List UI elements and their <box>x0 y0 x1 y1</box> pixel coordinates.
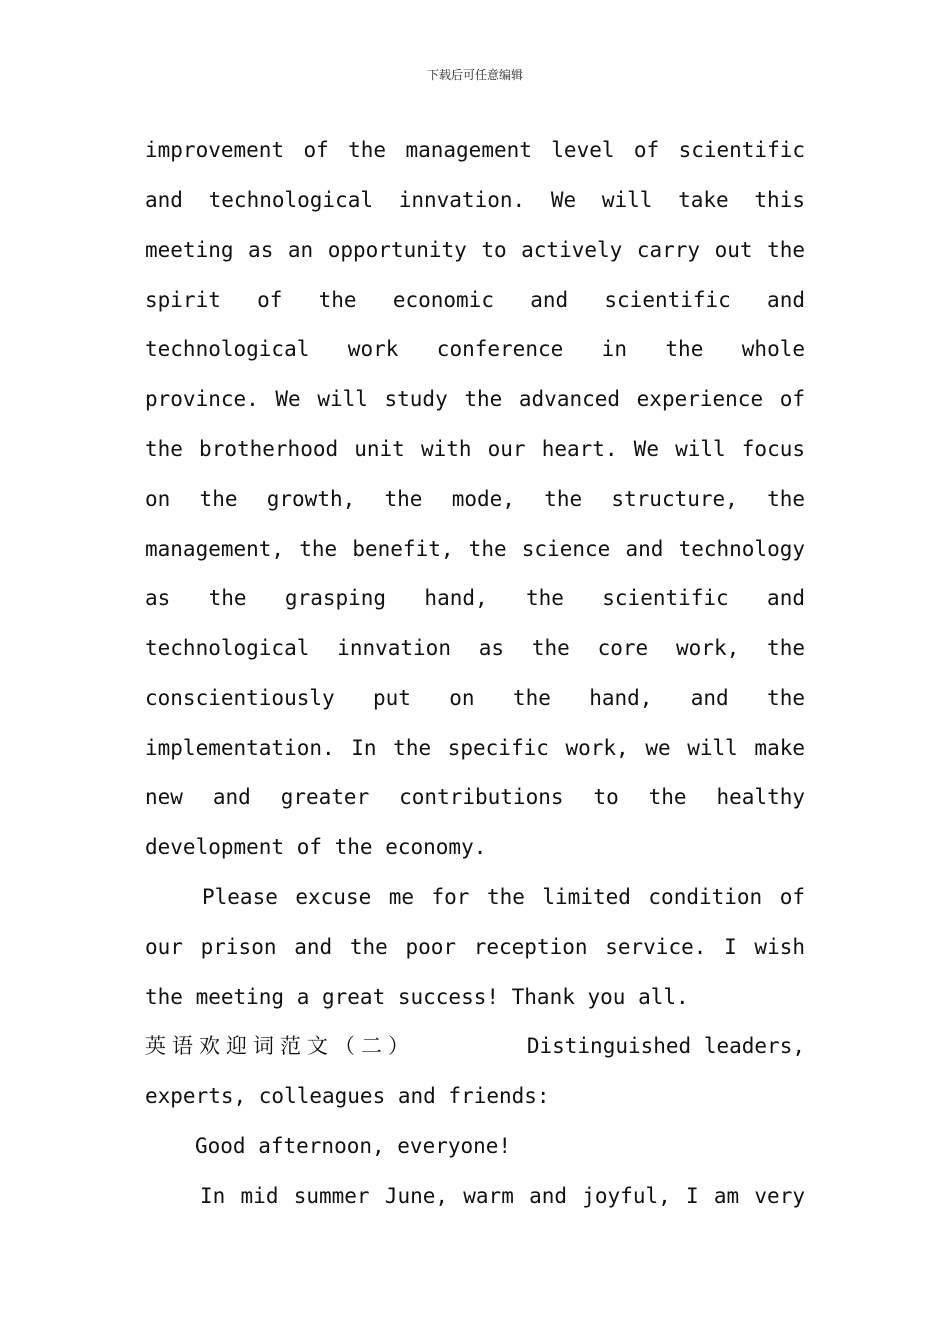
body-text-line: Good afternoon, everyone! <box>195 1134 512 1158</box>
body-text-line: spirit of the economic and scientific and <box>145 288 805 312</box>
body-text-line: on the growth, the mode, the structure, the <box>145 487 805 511</box>
body-text-line: Please excuse me for the limited condition of <box>202 885 805 909</box>
body-text-line: implementation. In the specific work, we will make <box>145 736 805 760</box>
body-text-line: Distinguished leaders, <box>526 1034 805 1058</box>
body-text-line: as the grasping hand, the scientific and <box>145 586 805 610</box>
body-text-line: conscientiously put on the hand, and the <box>145 686 805 710</box>
body-text-line: new and greater contributions to the healthy <box>145 785 805 809</box>
body-text-line: province. We will study the advanced experience of <box>145 387 805 411</box>
body-text-line: development of the economy. <box>145 835 487 859</box>
section-heading: 英语欢迎词范文（二） <box>145 1034 415 1058</box>
body-text-line: management, the benefit, the science and technology <box>145 537 805 561</box>
body-text-line: meeting as an opportunity to actively carry out the <box>145 238 805 262</box>
body-text-line: In mid summer June, warm and joyful, I am very <box>200 1184 805 1208</box>
body-text-line: our prison and the poor reception service. I wish <box>145 935 805 959</box>
page-header: 下载后可任意编辑 <box>426 68 523 82</box>
body-text-line: technological innvation as the core work, the <box>145 636 805 660</box>
body-text-line: and technological innvation. We will take this <box>145 188 805 212</box>
body-text-line: the brotherhood unit with our heart. We will focus <box>145 437 805 461</box>
body-text-line: technological work conference in the whole <box>145 337 805 361</box>
body-text-line: the meeting a great success! Thank you all. <box>145 985 689 1009</box>
body-text-line: improvement of the management level of scientific <box>145 138 805 162</box>
body-text-line: experts, colleagues and friends: <box>145 1084 550 1108</box>
